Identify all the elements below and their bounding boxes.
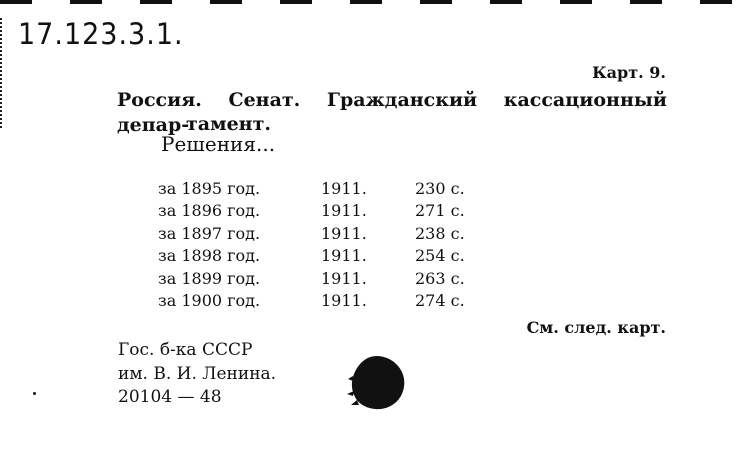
issue-row [158, 268, 498, 290]
issue-published-year: 1911. [321, 290, 367, 310]
heading-line-1: Россия. Сенат. Гражданский кассационный депар- [117, 89, 667, 136]
card-top-edge [0, 0, 750, 4]
issue-row [158, 200, 498, 222]
issue-published-year: 1911. [321, 201, 367, 221]
issue-row [158, 223, 498, 245]
card-edge-marks [0, 18, 6, 128]
issue-published-year: 1911. [321, 223, 367, 243]
call-number: 17.123.3.1. [18, 18, 184, 52]
next-card-note: См. след. карт. [526, 318, 666, 337]
library-dedication: им. В. И. Ленина. [118, 363, 277, 384]
issue-pages: 274 с. [415, 290, 465, 310]
issue-year: за 1900 год. [158, 290, 261, 310]
issue-pages: 254 с. [415, 246, 465, 266]
stray-mark [33, 392, 36, 395]
issue-published-year: 1911. [321, 246, 367, 266]
issue-pages: 230 с. [415, 179, 465, 198]
issue-row [158, 290, 498, 312]
issue-year: за 1895 год. [158, 179, 261, 198]
library-record-number: 20104 — 48 [118, 387, 222, 407]
issue-year: за 1896 год. [158, 201, 261, 221]
issue-pages: 263 с. [415, 268, 465, 288]
card-number: Карт. 9. [592, 63, 666, 82]
issue-published-year: 1911. [321, 179, 367, 198]
issue-year: за 1898 год. [158, 246, 261, 266]
subtitle: Решения... [161, 132, 276, 156]
issues-list [158, 178, 498, 312]
issue-row [158, 178, 498, 200]
issue-year: за 1897 год. [158, 223, 261, 243]
ink-blot [347, 352, 407, 412]
issue-year: за 1899 год. [158, 268, 261, 288]
issue-pages: 238 с. [415, 223, 465, 243]
issue-row [158, 245, 498, 267]
issue-pages: 271 с. [415, 201, 465, 221]
heading-line-2: тамент. [186, 113, 271, 135]
issue-published-year: 1911. [321, 268, 367, 288]
library-stamp [118, 339, 276, 410]
library-name: Гос. б-ка СССР [118, 340, 253, 360]
